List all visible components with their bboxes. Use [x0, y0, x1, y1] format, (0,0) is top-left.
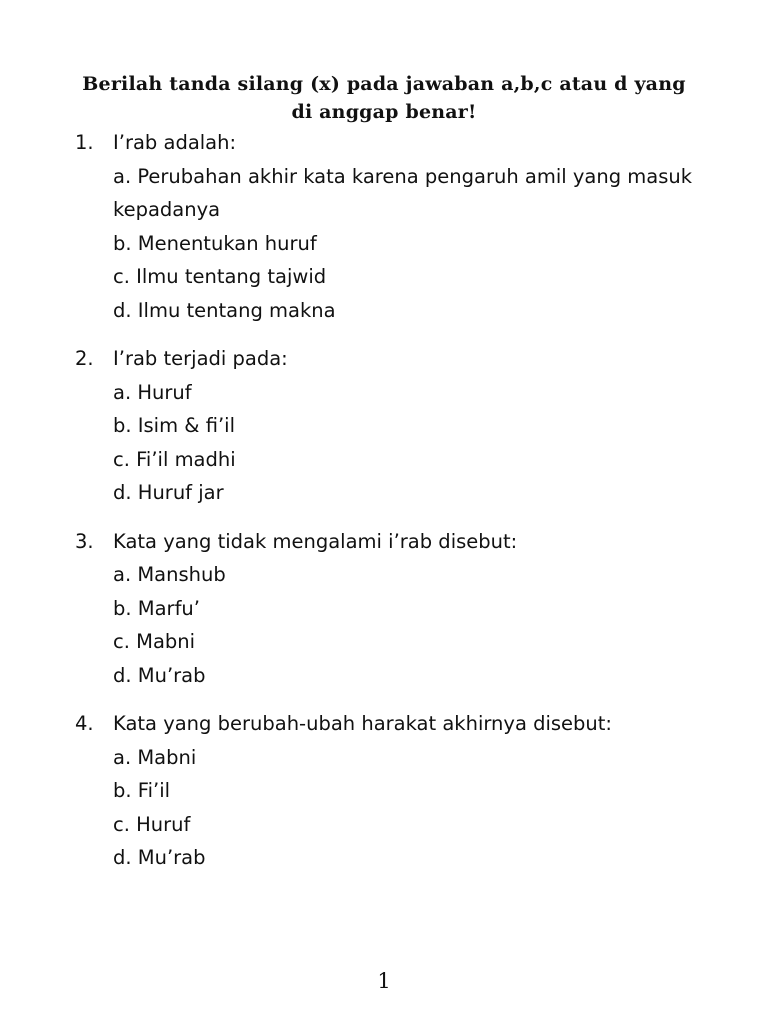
question-text: Kata yang tidak mengalami i’rab disebut: — [113, 529, 518, 553]
question-line — [75, 707, 715, 741]
option-d: d. Mu’rab — [113, 846, 206, 869]
question-4 — [75, 707, 715, 875]
option-a: a. Mabni — [113, 745, 197, 769]
question-line — [75, 126, 715, 160]
question-1 — [75, 126, 715, 327]
question-text: I’rab terjadi pada: — [113, 347, 288, 370]
question-text: I’rab adalah: — [113, 131, 237, 154]
option-d: d. Ilmu tentang makna — [113, 298, 336, 322]
option-d: d. Huruf jar — [113, 481, 224, 504]
option-c: c. Mabni — [113, 630, 196, 653]
question-3 — [75, 525, 715, 693]
question-number: 1. — [75, 131, 94, 154]
question-line — [75, 525, 715, 559]
option-c: c. Ilmu tentang tajwid — [113, 265, 327, 288]
option-b: b. Fi’il — [113, 779, 171, 802]
option-a: a. Manshub — [113, 563, 226, 586]
option-list — [75, 741, 715, 875]
question-2 — [75, 342, 715, 510]
question-line — [75, 342, 715, 376]
question-number: 2. — [75, 347, 94, 370]
question-list — [75, 126, 715, 890]
option-c: c. Fi’il madhi — [113, 447, 236, 471]
option-a: a. Perubahan akhir kata karena pengaruh amil yang masuk kepadanya — [113, 164, 693, 221]
option-list — [75, 160, 715, 328]
question-number: 3. — [75, 529, 94, 553]
option-b: b. Isim & fi’il — [113, 414, 236, 437]
question-text: Kata yang berubah-ubah harakat akhirnya disebut: — [113, 712, 612, 735]
question-number: 4. — [75, 712, 94, 735]
option-list — [75, 558, 715, 692]
option-list — [75, 376, 715, 510]
option-c: c. Huruf — [113, 812, 191, 836]
instruction-heading: Berilah tanda silang (x) pada jawaban a,b,c atau d yang di anggap benar! — [82, 73, 686, 123]
option-b: b. Menentukan huruf — [113, 231, 317, 255]
option-d: d. Mu’rab — [113, 663, 206, 687]
option-b: b. Marfu’ — [113, 596, 200, 620]
option-a: a. Huruf — [113, 380, 192, 404]
page-number: 1 — [377, 969, 391, 993]
